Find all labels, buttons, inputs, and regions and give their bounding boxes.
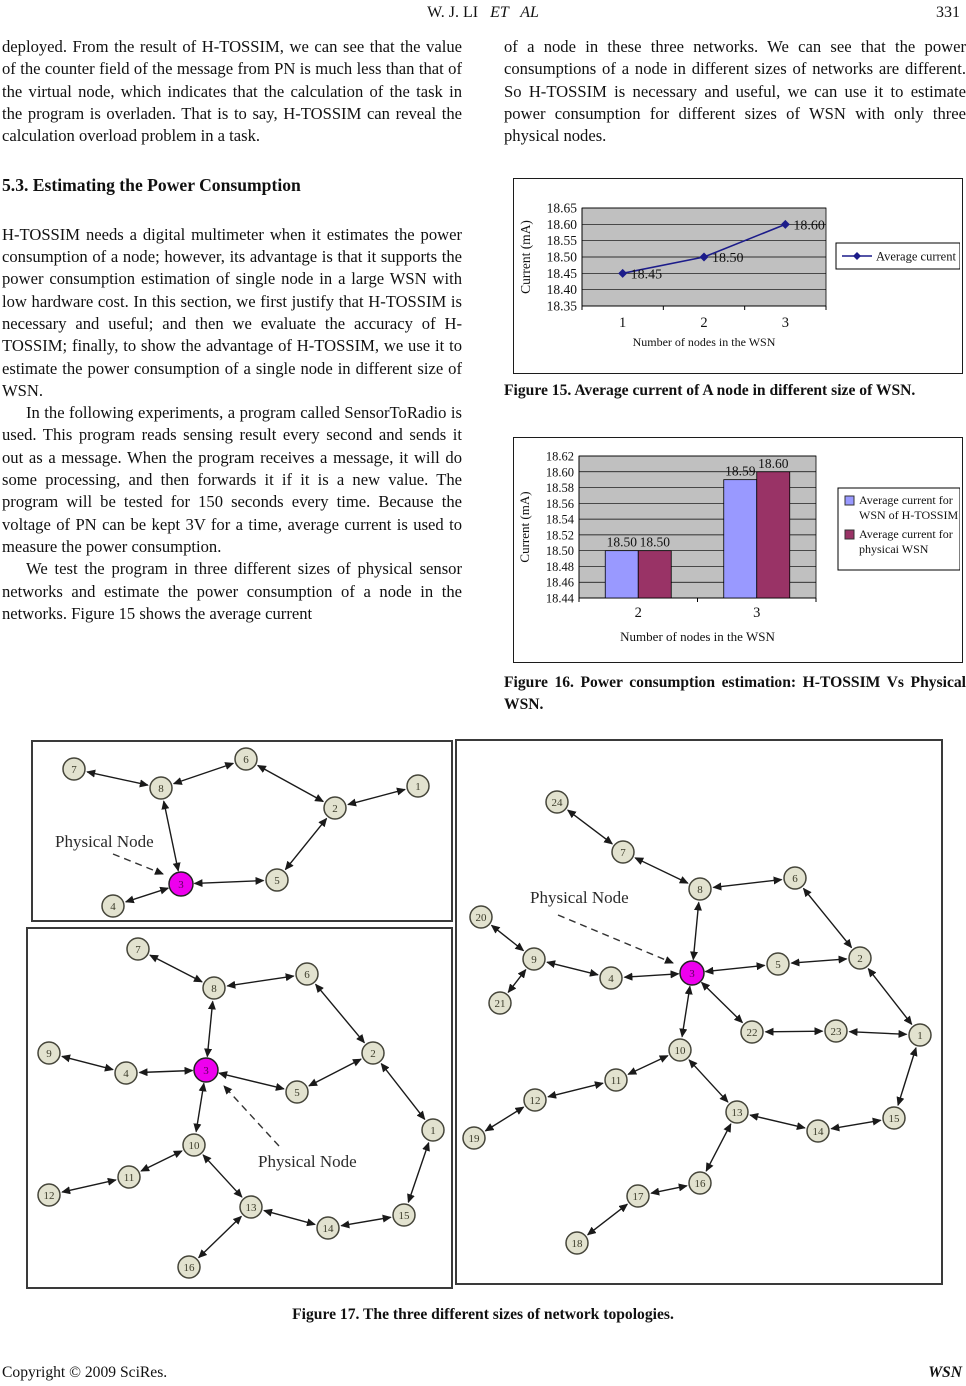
svg-text:Current (mA): Current (mA) [517,491,532,563]
svg-text:18.65: 18.65 [546,200,577,216]
page-number: 331 [936,4,960,21]
fig15-svg [514,179,960,371]
svg-text:2: 2 [700,315,708,331]
svg-text:Average current: Average current [876,249,956,264]
left-paragraph-4: We test the program in three different sizes of physical sensor networks and estimate the power consumption of a node in the networks. Figure 15 shows the average current [2,559,462,623]
svg-text:8: 8 [697,883,703,896]
svg-text:4: 4 [110,900,116,913]
network-24-nodes-svg [457,741,941,1283]
sensor-node-1 [407,775,429,797]
sensor-node-2 [849,947,871,969]
svg-text:5: 5 [775,958,781,971]
svg-text:1: 1 [430,1124,436,1137]
svg-text:18.60: 18.60 [546,216,577,232]
svg-text:12: 12 [529,1094,541,1107]
figure-15-caption: Figure 15. Average current of A node in different size of WSN. [504,382,916,399]
svg-text:20: 20 [475,911,487,924]
sensor-node-16 [178,1256,200,1278]
fig16-svg [514,438,960,660]
footer-copyright: Copyright © 2009 SciRes. [2,1364,168,1381]
left-column [2,36,462,625]
svg-text:1: 1 [415,780,421,793]
svg-text:18.40: 18.40 [546,282,577,298]
svg-text:23: 23 [830,1025,842,1038]
physical-node-3 [194,1058,218,1082]
sensor-node-13 [726,1101,748,1123]
figure-17-caption: Figure 17. The three different sizes of network topologies. [292,1306,674,1323]
sensor-node-17 [627,1185,649,1207]
svg-text:4: 4 [123,1067,129,1080]
svg-text:18.56: 18.56 [545,496,574,511]
sensor-node-20 [470,906,492,928]
sensor-node-7 [612,841,634,863]
svg-text:13: 13 [731,1106,743,1119]
sensor-node-11 [118,1166,140,1188]
svg-text:4: 4 [608,972,614,985]
svg-text:18.50: 18.50 [712,251,744,266]
physical-node-label: Physical Node [530,888,629,907]
svg-text:WSN of H-TOSSIM: WSN of H-TOSSIM [859,508,959,522]
sensor-node-14 [317,1217,339,1239]
svg-text:physicai WSN: physicai WSN [859,542,929,556]
figure-16-caption: Figure 16. Power consumption estimation: H-TOSSIM Vs Physical WSN. [504,674,966,713]
svg-text:16: 16 [183,1261,195,1274]
sensor-node-4 [102,895,124,917]
network-16-nodes-svg [28,929,451,1287]
svg-text:Average current for: Average current for [859,527,953,541]
sensor-node-2 [324,797,346,819]
svg-text:14: 14 [322,1222,334,1235]
svg-text:3: 3 [203,1064,209,1077]
svg-text:3: 3 [781,315,789,331]
figure-16-bar-chart [513,437,963,663]
sensor-node-6 [296,963,318,985]
svg-text:18.60: 18.60 [545,465,574,480]
sensor-node-5 [266,869,288,891]
left-paragraph-3: In the following experiments, a program called SensorToRadio is used. This program reads sensing result every second and sends it out as a message. When the program receives a message, it will do some processing, and then forwards it if it is a new value. The program will be tested for 150 seconds every time. Because the voltage of PN can be kept 3V for a time, average current is used to measure the power consumption. [2,403,462,556]
sensor-node-16 [689,1172,711,1194]
svg-text:18.35: 18.35 [546,298,577,314]
svg-text:3: 3 [689,967,695,980]
svg-text:19: 19 [468,1132,480,1145]
svg-text:1: 1 [917,1029,923,1042]
svg-text:18: 18 [571,1237,583,1250]
sensor-node-5 [286,1081,308,1103]
physical-node-label: Physical Node [258,1152,357,1171]
sensor-node-1 [909,1024,931,1046]
sensor-node-5 [767,953,789,975]
svg-text:2: 2 [332,802,338,815]
svg-text:Average current for: Average current for [859,493,953,507]
sensor-node-2 [362,1042,384,1064]
sensor-node-7 [63,758,85,780]
svg-text:11: 11 [610,1074,622,1087]
svg-text:2: 2 [370,1047,376,1060]
sensor-node-10 [183,1134,205,1156]
sensor-node-23 [825,1020,847,1042]
right-paragraph-1: of a node in these three networks. We can see that the power consumptions of a node in different sizes of networks are different. So H-TOSSIM is necessary and useful, we can use it to estimate power consumption for different sizes of WSN with only three physical nodes. [504,37,966,146]
svg-text:Number of nodes in the WS: Number of nodes in the WSN [632,335,776,349]
sensor-node-11 [605,1069,627,1091]
sensor-node-6 [784,867,806,889]
left-paragraph-1: deployed. From the result of H-TOSSIM, we can see that the value of the counter field of the message from PN is much less than that of the virtual node, which indicates that the calculation of the task in the program is overladen. That is to say, H-TOSSIM can reveal the calculation overload problem in a task. [2,37,462,146]
svg-text:18.60: 18.60 [793,218,825,234]
svg-text:18.48: 18.48 [545,559,574,574]
svg-text:8: 8 [158,782,164,795]
sensor-node-12 [38,1184,60,1206]
sensor-node-4 [600,967,622,989]
sensor-node-10 [669,1039,691,1061]
sensor-node-8 [689,878,711,900]
svg-text:9: 9 [46,1047,52,1060]
sensor-node-9 [38,1042,60,1064]
svg-text:18.45: 18.45 [630,267,663,283]
svg-text:18.55: 18.55 [546,233,577,249]
physical-node-3 [169,872,193,896]
svg-text:18.58: 18.58 [545,481,574,496]
sensor-node-19 [463,1127,485,1149]
svg-text:Number of nodes in the WSN: Number of nodes in the WSN [620,629,775,644]
fig15-legend [836,243,960,269]
figure-17-network-small [31,740,453,922]
svg-text:18.62: 18.62 [545,449,574,464]
sensor-node-1 [422,1119,444,1141]
header-authors: W. J. LI [427,4,479,21]
svg-text:1: 1 [619,315,627,331]
svg-text:18.50: 18.50 [546,249,577,265]
svg-text:3: 3 [753,605,761,621]
physical-node-3 [680,961,704,985]
svg-text:18.45: 18.45 [546,265,577,281]
running-header [0,4,966,22]
figure-17-network-medium [26,927,453,1289]
svg-text:18.50: 18.50 [545,544,574,559]
svg-text:6: 6 [792,872,798,885]
svg-text:8: 8 [211,982,217,995]
sensor-node-7 [127,938,149,960]
sensor-node-24 [546,791,568,813]
svg-text:5: 5 [294,1086,300,1099]
sensor-node-12 [524,1089,546,1111]
sensor-node-13 [240,1196,262,1218]
svg-text:7: 7 [620,846,626,859]
sensor-node-9 [523,948,545,970]
svg-text:7: 7 [135,943,141,956]
svg-text:15: 15 [398,1209,410,1222]
svg-text:18.46: 18.46 [545,575,574,590]
svg-text:24: 24 [551,796,563,809]
fig16-legend [838,488,960,570]
svg-text:5: 5 [274,874,280,887]
svg-text:Current (mA): Current (mA) [518,220,533,294]
sensor-node-22 [741,1021,763,1043]
svg-text:18.50: 18.50 [606,534,637,550]
svg-text:18.54: 18.54 [545,512,574,527]
section-heading: 5.3. Estimating the Power Consumption [2,175,301,196]
sensor-node-15 [393,1204,415,1226]
svg-text:16: 16 [694,1177,706,1190]
svg-text:7: 7 [71,763,77,776]
svg-text:12: 12 [43,1189,55,1202]
svg-text:14: 14 [812,1125,824,1138]
figure-17-network-large [455,739,943,1285]
svg-text:21: 21 [494,997,506,1010]
header-etal [478,4,490,21]
footer-journal: WSN [928,1364,962,1381]
svg-text:18.52: 18.52 [545,528,574,543]
svg-text:13: 13 [245,1201,257,1214]
sensor-node-18 [566,1232,588,1254]
svg-text:9: 9 [531,953,537,966]
svg-text:6: 6 [243,753,249,766]
sensor-node-21 [489,992,511,1014]
svg-text:22: 22 [746,1026,758,1039]
svg-text:3: 3 [178,878,184,891]
svg-text:2: 2 [634,605,642,621]
figure-15-line-chart [513,178,963,374]
svg-text:15: 15 [888,1112,900,1125]
svg-text:18.44: 18.44 [545,591,574,606]
sensor-node-6 [235,748,257,770]
svg-text:18.50: 18.50 [639,534,670,550]
left-paragraph-2: H-TOSSIM needs a digital multimeter when it estimates the power consumption of a node; however, its advantage is that it supports the power consumption estimation of single node in a large WSN with low hardware cost. In this section, we first justify that H-TOSSIM is necessary and useful; and then we evaluate the accuracy of H-TOSSIM; finally, to show the advantage of H-TOSSIM, we use it to estimate the power consumption of a single node in different size of WSN. [2,224,462,400]
sensor-node-4 [115,1062,137,1084]
svg-text:18.60: 18.60 [758,455,789,471]
sensor-node-15 [883,1107,905,1129]
svg-text:18.59: 18.59 [725,463,756,479]
right-column [504,36,966,147]
svg-text:11: 11 [123,1171,135,1184]
network-8-nodes-svg [33,742,451,920]
physical-node-label: Physical Node [55,832,154,851]
svg-text:2: 2 [857,952,863,965]
sensor-node-14 [807,1120,829,1142]
sensor-node-8 [203,977,225,999]
svg-text:10: 10 [674,1044,686,1057]
svg-text:6: 6 [304,968,310,981]
svg-text:10: 10 [188,1139,200,1152]
sensor-node-8 [150,777,172,799]
header-etal-text: ET AL [490,4,539,21]
svg-text:17: 17 [632,1190,644,1203]
